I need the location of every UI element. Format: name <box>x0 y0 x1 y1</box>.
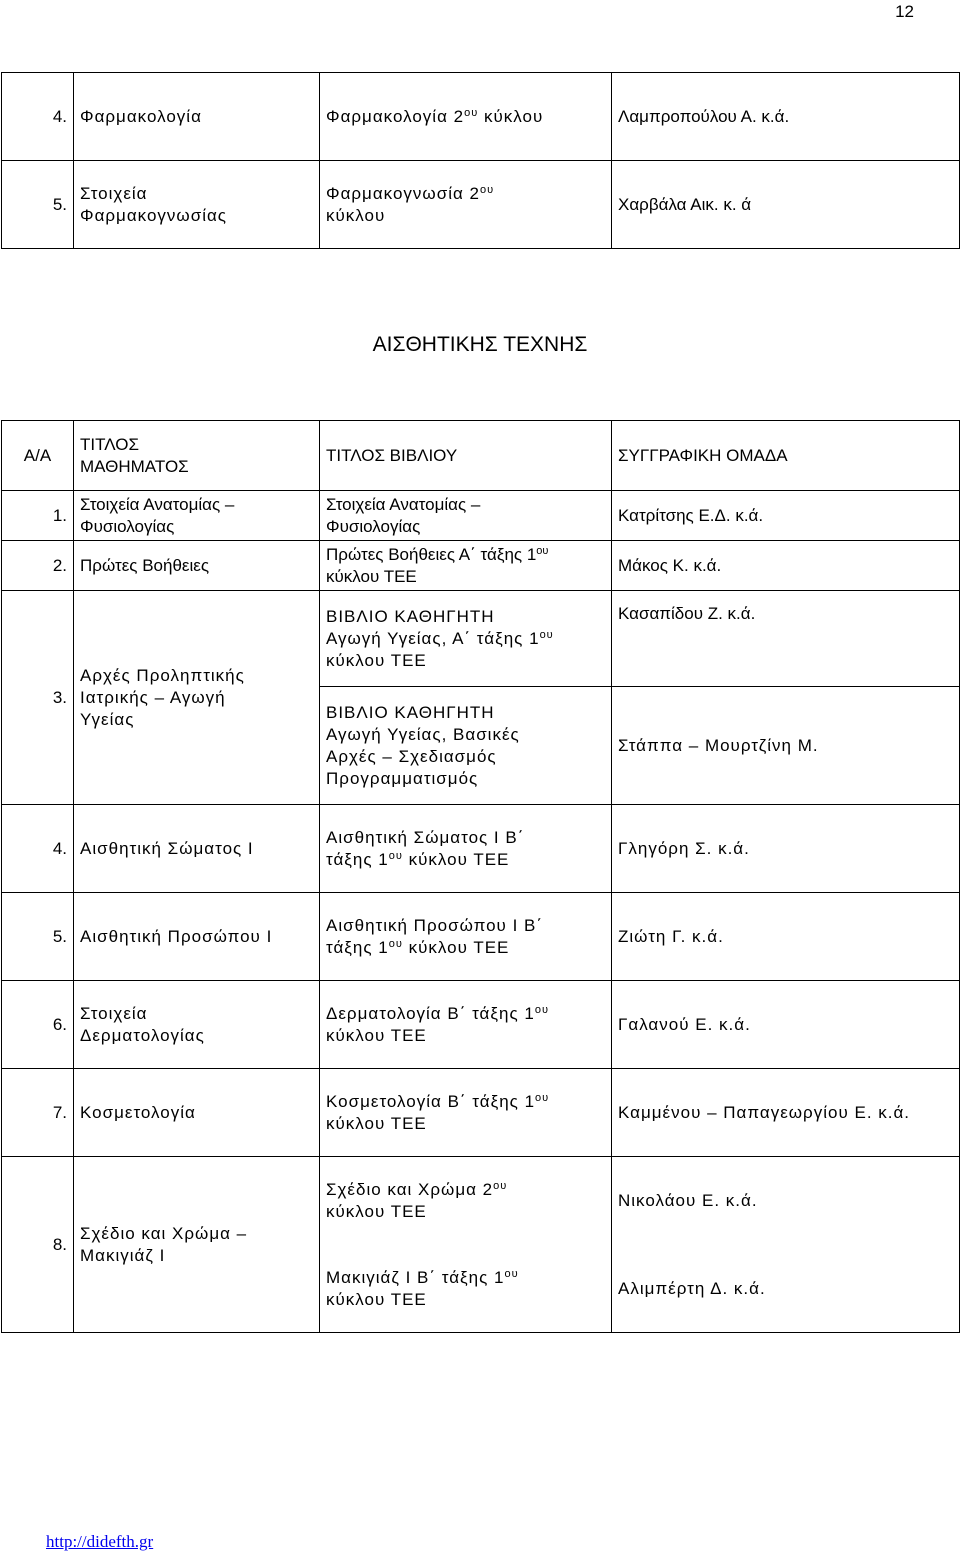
authors-cell: Καμμένου – Παπαγεωργίου Ε. κ.ά. <box>612 1069 960 1157</box>
authors-cell: Γαλανού Ε. κ.ά. <box>612 981 960 1069</box>
row-number: 5. <box>2 893 74 981</box>
book-cell: Αισθητική Σώματος Ι Β΄ τάξης $1^{o\upsilon}$ κύκλου ΤΕΕ <box>320 805 612 893</box>
authors-cell: Μάκος Κ. κ.ά. <box>612 541 960 591</box>
row-number: 4. <box>2 805 74 893</box>
header-num: Α/Α <box>2 421 74 491</box>
header-subject: ΤΙΤΛΟΣ ΜΑΘΗΜΑΤΟΣ <box>74 421 320 491</box>
row-number: 2. <box>2 541 74 591</box>
authors-cell: Στάππα – Μουρτζίνη Μ. <box>612 687 960 805</box>
subject-cell: Σχέδιο και Χρώμα – Μακιγιάζ Ι <box>74 1157 320 1333</box>
authors-cell: Νικολάου Ε. κ.ά. Αλιμπέρτη Δ. κ.ά. <box>612 1157 960 1333</box>
table-row <box>2 491 960 541</box>
table-row <box>2 161 960 249</box>
table-row <box>2 1157 960 1333</box>
table-row <box>2 893 960 981</box>
footer-link[interactable]: http://didefth.gr <box>46 1532 154 1551</box>
book-cell: Κοσμετολογία Β΄ τάξης $1^{o\upsilon}$ κύκλου ΤΕΕ <box>320 1069 612 1157</box>
authors-cell: Ζιώτη Γ. κ.ά. <box>612 893 960 981</box>
subject-cell: Αισθητική Σώματος Ι <box>74 805 320 893</box>
book-cell: Φαρμακογνωσία $2^{o\upsilon}$ κύκλου <box>320 161 612 249</box>
book-cell: Φαρμακολογία $2^{o\upsilon}$ κύκλου <box>320 73 612 161</box>
row-number: 6. <box>2 981 74 1069</box>
subject-cell: Στοιχεία Δερματολογίας <box>74 981 320 1069</box>
table-row <box>2 1069 960 1157</box>
row-number: 1. <box>2 491 74 541</box>
subject-cell: Αισθητική Προσώπου Ι <box>74 893 320 981</box>
book-cell: Σχέδιο και Χρώμα $2^{o\upsilon}$ κύκλου ΤΕΕ Μακιγιάζ Ι Β΄ τάξης $1^{o\upsilon}$ κύκλου ΤΕΕ <box>320 1157 612 1333</box>
book-cell: Στοιχεία Ανατομίας – Φυσιολογίας <box>320 491 612 541</box>
authors-cell: Λαμπροπούλου Α. κ.ά. <box>612 73 960 161</box>
header-authors: ΣΥΓΓΡΑΦΙΚΗ ΟΜΑΔΑ <box>612 421 960 491</box>
subject-cell: Αρχές Προληπτικής Ιατρικής – Αγωγή Υγείας <box>74 591 320 805</box>
book-cell: Δερματολογία Β΄ τάξης $1^{o\upsilon}$ κύκλου ΤΕΕ <box>320 981 612 1069</box>
row-number: 7. <box>2 1069 74 1157</box>
header-book: ΤΙΤΛΟΣ ΒΙΒΛΙΟΥ <box>320 421 612 491</box>
subject-cell: Κοσμετολογία <box>74 1069 320 1157</box>
book-cell: ΒΙΒΛΙΟ ΚΑΘΗΓΗΤΗ Αγωγή Υγείας, Βασικές Αρχές – Σχεδιασμός Προγραμματισμός <box>320 687 612 805</box>
table-row <box>2 805 960 893</box>
top-table <box>1 72 960 249</box>
authors-cell: Χαρβάλα Αικ. κ. ά <box>612 161 960 249</box>
row-number: 4. <box>2 73 74 161</box>
book-cell: Πρώτες Βοήθειες Α΄ τάξης $1^{o\upsilon}$ κύκλου ΤΕΕ <box>320 541 612 591</box>
table-row <box>2 981 960 1069</box>
table-row <box>2 541 960 591</box>
table-row <box>2 73 960 161</box>
subject-cell: Φαρμακολογία <box>74 73 320 161</box>
page-number: 12 <box>895 2 914 21</box>
books-table <box>1 420 960 1333</box>
subject-cell: Πρώτες Βοήθειες <box>74 541 320 591</box>
authors-cell: Γληγόρη Σ. κ.ά. <box>612 805 960 893</box>
row-number: 3. <box>2 591 74 805</box>
row-number: 5. <box>2 161 74 249</box>
table-row <box>2 591 960 687</box>
book-cell: ΒΙΒΛΙΟ ΚΑΘΗΓΗΤΗ Αγωγή Υγείας, Α΄ τάξης $1^{o\upsilon}$ κύκλου ΤΕΕ <box>320 591 612 687</box>
book-cell: Αισθητική Προσώπου Ι Β΄ τάξης $1^{o\upsilon}$ κύκλου ΤΕΕ <box>320 893 612 981</box>
section-title: ΑΙΣΘΗΤΙΚΗΣ ΤΕΧΝΗΣ <box>372 333 588 356</box>
row-number: 8. <box>2 1157 74 1333</box>
authors-cell: Κασαπίδου Ζ. κ.ά. <box>612 591 960 687</box>
table-header-row <box>2 421 960 491</box>
subject-cell: Στοιχεία Φαρμακογνωσίας <box>74 161 320 249</box>
authors-cell: Κατρίτσης Ε.Δ. κ.ά. <box>612 491 960 541</box>
subject-cell: Στοιχεία Ανατομίας – Φυσιολογίας <box>74 491 320 541</box>
